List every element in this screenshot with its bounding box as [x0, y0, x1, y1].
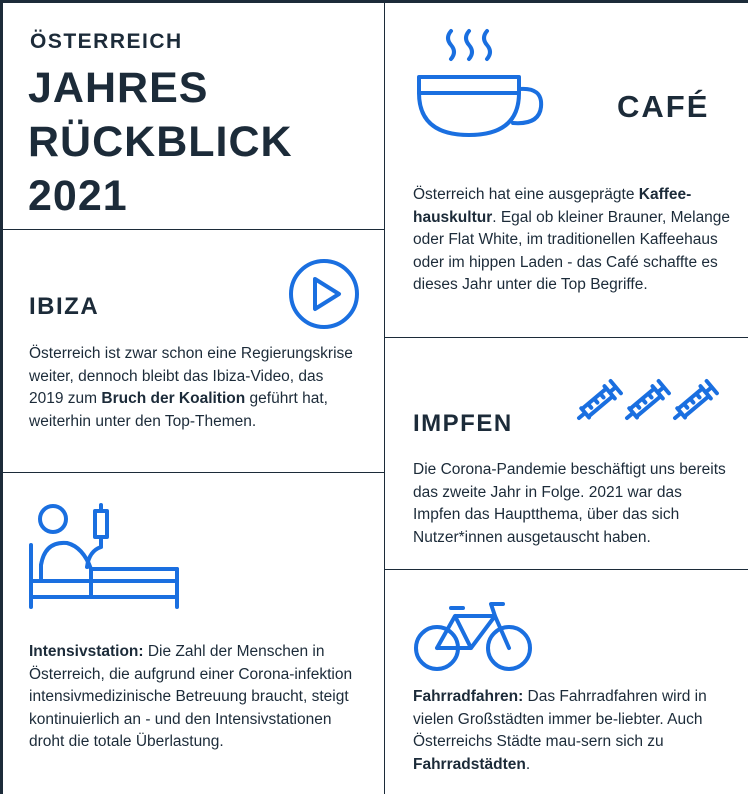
cafe-text-part-2: . Egal ob kleiner Brauner, Melange oder Flat White, im traditionellen Kaffeehaus oder im hippen Laden - das Café schaffte es dieses Jahr unter die Top Begriffe. — [413, 208, 731, 293]
play-icon — [288, 258, 360, 330]
ibiza-text-part-2: geführt hat, weiterhin unter den Top-Themen. — [29, 390, 328, 430]
intensivstation-text-part: Die Zahl der Menschen in Österreich, die aufgrund einer Corona-infektion intensivmedizinische Betreuung braucht, steigt kontinuierlich an - und den Intensivstationen droht die totale Überlastung. — [29, 643, 353, 750]
impfen-panel — [384, 337, 748, 570]
fahrrad-text-part-2: . — [525, 755, 531, 773]
page-title — [28, 61, 293, 223]
ibiza-text-bold: Bruch der Koalition — [101, 390, 246, 407]
title-line-2: RÜCKBLICK — [28, 118, 293, 166]
impfen-text: Die Corona-Pandemie beschäftigt uns bereits das zweite Jahr in Folge. 2021 war das Impfen das Hauptthema, über das sich Nutzer*innen ausgetauscht haben. — [413, 461, 726, 546]
title-line-1: JAHRES — [28, 64, 209, 112]
ibiza-heading: IBIZA — [29, 293, 100, 320]
fahrrad-bold: Fahrradfahren: — [413, 688, 524, 705]
cafe-text — [413, 184, 731, 297]
cafe-heading: CAFÉ — [617, 89, 710, 124]
coffee-cup-icon — [415, 29, 565, 144]
fahrrad-text — [413, 686, 733, 776]
intensivstation-panel — [2, 472, 385, 794]
cafe-text-part-1: Österreich hat eine ausgeprägte — [413, 186, 639, 203]
cafe-text-bold: Kaffee-hauskultur — [413, 186, 692, 226]
title-line-3: 2021 — [28, 172, 128, 220]
ibiza-text — [29, 343, 359, 433]
kicker-label: ÖSTERREICH — [30, 30, 183, 53]
hospital-bed-icon — [27, 501, 187, 611]
impfen-heading: IMPFEN — [413, 410, 513, 437]
fahrrad-text-part-1: Das Fahrradfahren wird in vielen Großstädten immer be-liebter. Auch Österreichs Städte mau-sern sich zu — [413, 688, 707, 750]
intensivstation-text — [29, 641, 369, 754]
fahrrad-panel — [384, 569, 748, 794]
cafe-panel — [384, 2, 748, 338]
ibiza-text-part-1: Österreich ist zwar schon eine Regierungskrise weiter, dennoch bleibt das Ibiza-Video, das 2019 zum — [29, 345, 353, 407]
bicycle-icon — [413, 596, 533, 676]
fahrrad-text-bold: Fahrradstädten — [413, 755, 526, 773]
syringe-icon — [573, 362, 723, 422]
intensivstation-bold: Intensivstation: — [29, 643, 144, 660]
ibiza-panel — [2, 229, 385, 473]
title-panel — [2, 2, 385, 230]
